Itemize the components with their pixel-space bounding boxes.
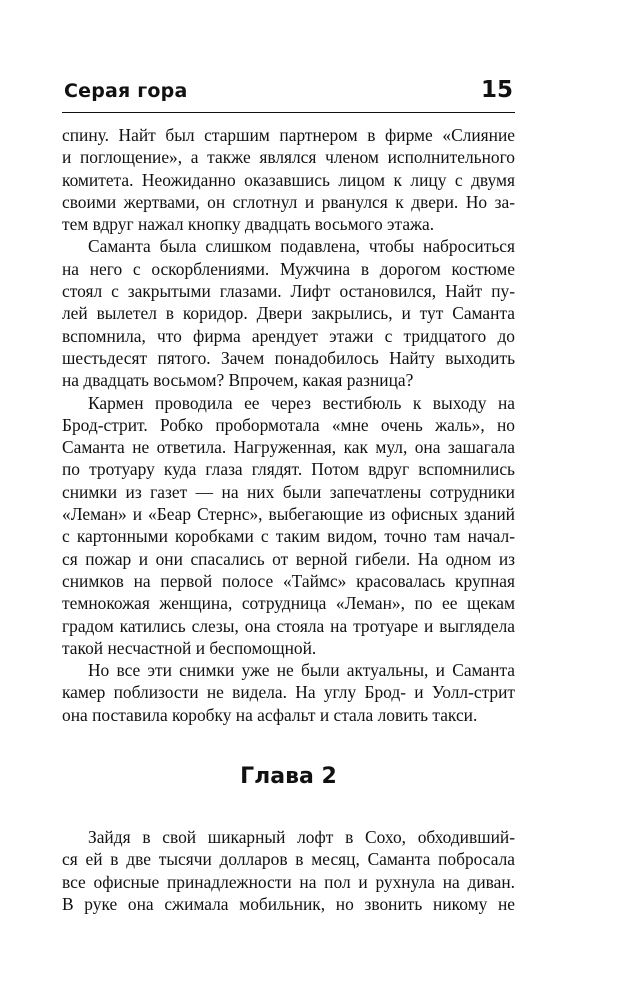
- running-head: [62, 74, 515, 113]
- text-line: Кармен проводила ее через вестибюль к выходу на: [88, 392, 515, 413]
- text-line: комитета. Неожиданно оказавшись лицом к лицу с двумя: [62, 169, 515, 190]
- text-line: ся ей в две тысячи долларов в месяц, Саманта побросала: [62, 849, 515, 870]
- paragraph: [62, 124, 515, 235]
- text-line: по тротуару куда глаза глядят. Потом вдруг вспомнились: [62, 459, 515, 480]
- text-line: шестьдесят пятого. Зачем понадобилось Найту выходить: [62, 347, 515, 368]
- text-line: спину. Найт был старшим партнером в фирме «Слияние: [62, 125, 515, 145]
- text-line: тем вдруг нажал кнопку двадцать восьмого этажа.: [62, 214, 435, 235]
- text-line: ся пожар и они спасались от верной гибели. На одном из: [62, 548, 515, 569]
- body-text-bottom: [62, 826, 515, 915]
- text-line: вспомнила, что фирма арендует этажи с тридцатого до: [62, 325, 515, 346]
- text-line: снимков на первой полосе «Таймс» красовалась крупная: [62, 570, 515, 591]
- chapter-heading: Глава 2: [240, 764, 337, 789]
- text-line: своими жертвами, он сглотнул и рванулся к двери. Но за-: [62, 191, 515, 212]
- text-line: Саманта не ответила. Нагруженная, как мул, она зашагала: [62, 437, 515, 458]
- text-line: лей вылетел в коридор. Двери закрылись, и тут Саманта: [62, 303, 515, 324]
- paragraph: [62, 659, 515, 726]
- text-line: Саманта была слишком подавлена, чтобы наброситься: [88, 236, 515, 257]
- text-line: на него с оскорблениями. Мужчина в дорогом костюме: [62, 258, 515, 279]
- text-line: В руке она сжимала мобильник, но звонить никому не: [62, 893, 515, 914]
- text-line: Зайдя в свой шикарный лофт в Сохо, обходивший-: [88, 827, 515, 847]
- paragraph: [62, 235, 515, 391]
- text-line: стоял с закрытыми глазами. Лифт остановился, Найт пу-: [62, 281, 515, 302]
- text-line: Но все эти снимки уже не были актуальны, и Саманта: [88, 660, 515, 681]
- paragraph: [62, 826, 515, 915]
- text-line: на двадцать восьмом? Впрочем, какая разница?: [62, 370, 414, 391]
- text-line: с картонными коробками с таким видом, точно там начал-: [62, 526, 515, 547]
- text-line: она поставила коробку на асфальт и стала ловить такси.: [62, 704, 478, 725]
- text-line: все офисные принадлежности на пол и рухнула на диван.: [62, 871, 515, 892]
- text-line: камер поблизости не видела. На углу Брод- и Уолл-стрит: [62, 682, 515, 703]
- paragraph: [62, 392, 515, 660]
- text-line: темнокожая женщина, сотрудница «Леман», по ее щекам: [62, 593, 515, 614]
- text-line: градом катились слезы, она стояла на тротуаре и выглядела: [62, 615, 515, 636]
- text-line: такой несчастной и беспомощной.: [62, 637, 317, 658]
- book-title: Серая гора: [64, 80, 188, 102]
- body-text-top: [62, 124, 515, 726]
- text-line: снимки из газет — на них были запечатлены сотрудники: [62, 481, 515, 502]
- page-number: 15: [480, 77, 513, 103]
- text-line: Брод-стрит. Робко пробормотала «мне очень жаль», но: [62, 414, 515, 435]
- text-line: «Леман» и «Беар Стернс», выбегающие из офисных зданий: [62, 504, 515, 525]
- text-line: и поглощение», а также являлся членом исполнительного: [62, 147, 515, 168]
